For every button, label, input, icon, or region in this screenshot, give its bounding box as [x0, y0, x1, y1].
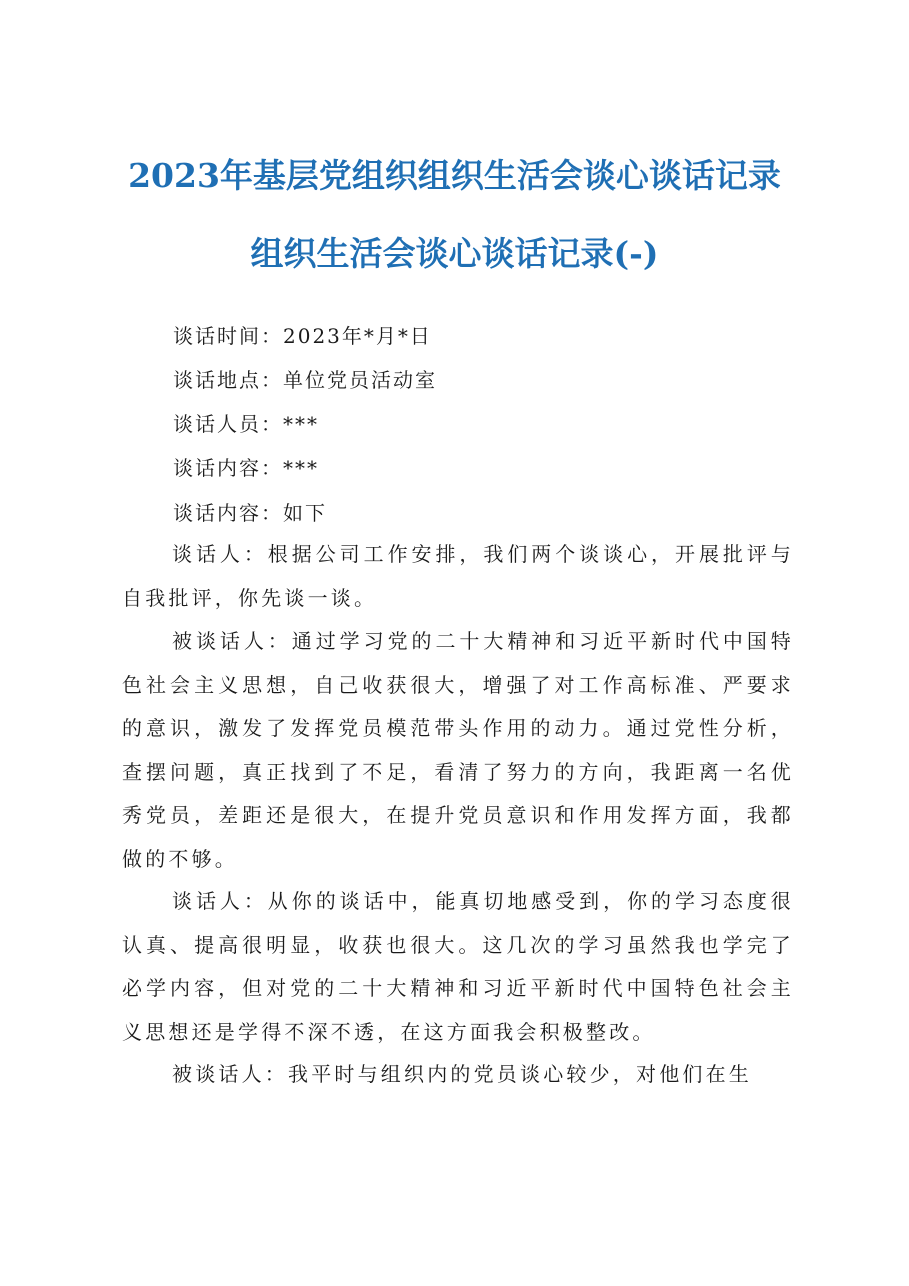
- meta-label: 谈话人员：: [173, 412, 283, 436]
- meta-value: 2023年*月*日: [283, 324, 432, 348]
- meta-value: 如下: [283, 501, 327, 525]
- meta-content-detail: [173, 499, 327, 527]
- meta-label: 谈话时间：: [173, 324, 283, 348]
- dialogue-paragraph: 被谈话人：通过学习党的二十大精神和习近平新时代中国特色社会主义思想，自己收获很大，增强了对工作高标准、严要求的意识，激发了发挥党员模范带头作用的动力。通过党性分析，查摆问题，真正找到了不足，看清了努力的方向，我距离一名优秀党员，差距还是很大，在提升党员意识和作用发挥方面，我都做的不够。: [122, 629, 794, 871]
- meta-location: [173, 366, 437, 394]
- meta-time: [173, 322, 432, 350]
- meta-participants: [173, 410, 319, 438]
- meta-value: ***: [283, 412, 319, 436]
- meta-label: 谈话地点：: [173, 368, 283, 392]
- dialogue-paragraph: 谈话人：根据公司工作安排，我们两个谈谈心，开展批评与自我批评，你先谈一谈。: [122, 542, 794, 610]
- meta-value: ***: [283, 456, 319, 480]
- document-subtitle: 组织生活会谈心谈话记录(-): [250, 234, 659, 273]
- meta-label: 谈话内容：: [173, 456, 283, 480]
- dialogue-paragraph: 被谈话人：我平时与组织内的党员谈心较少，对他们在生: [172, 1062, 752, 1086]
- meta-content: [173, 454, 319, 482]
- dialogue-paragraph: 谈话人：从你的谈话中，能真切地感受到，你的学习态度很认真、提高很明显，收获也很大。这几次的学习虽然我也学完了必学内容，但对党的二十大精神和习近平新时代中国特色社会主义思想还是学得不深不透，在这方面我会积极整改。: [122, 889, 794, 1044]
- document-title: 2023年基层党组织组织生活会谈心谈话记录: [128, 156, 781, 195]
- meta-value: 单位党员活动室: [283, 368, 437, 392]
- meta-label: 谈话内容：: [173, 501, 283, 525]
